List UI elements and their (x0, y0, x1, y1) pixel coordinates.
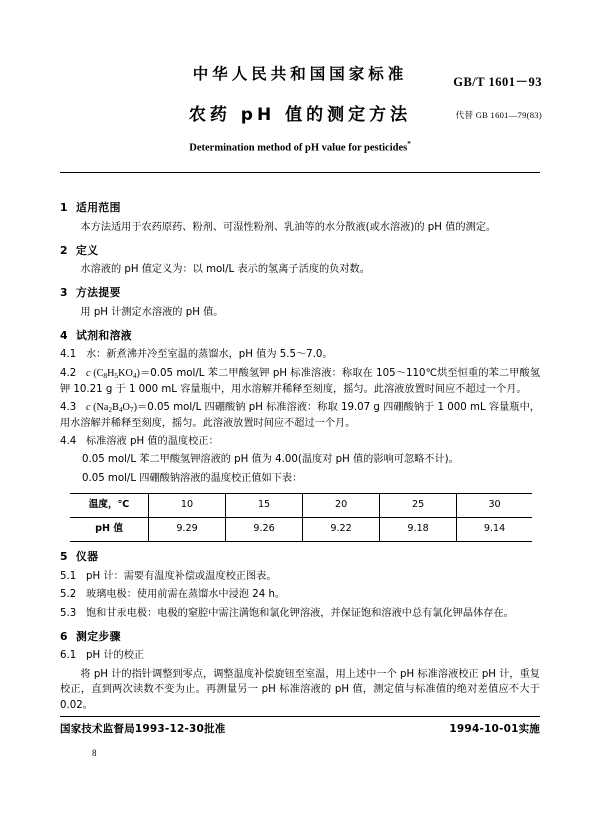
clause-text-4-2: ＝0.05 mol/L 苯二甲酸氢钾 pH 标准溶液：称取在 105～110℃烘至恒重的苯二甲酸氢钾 10.21 g 于 1 000 mL 容量瓶中，用水溶解并稀释至刻度，摇匀。此溶液放置时间应不超过一个月。 (60, 367, 541, 395)
table-cell-ph-0: 9.29 (149, 518, 226, 542)
table-cell-temp-1: 15 (226, 494, 303, 518)
clause-number-4-1: 4.1 (60, 349, 77, 361)
section-title-1: 适用范围 (76, 201, 121, 214)
standard-code: GB/T 1601－93 (453, 75, 542, 89)
section-title-2: 定义 (76, 243, 99, 257)
clause-text-5-2: 玻璃电极：使用前需在蒸馏水中浸泡 24 h。 (86, 589, 286, 601)
clause-text-5-3: 饱和甘汞电极：电极的窒腔中需注满饱和氯化钾溶液，并保证饱和溶液中总有氯化钾晶体存在。 (86, 607, 514, 619)
clause-6-1-heading (60, 648, 540, 664)
page-title: 农药 pH 值的测定方法 (188, 105, 412, 125)
english-subtitle (0, 140, 600, 154)
clause-text-4-3: ＝0.05 mol/L 四硼酸钠 pH 标准溶液：称取 19.07 g 四硼酸钠于 1 000 mL 容量瓶中，用水溶解并稀释至刻度，摇匀。此溶液放置时间应不超过一个月。 (60, 401, 540, 429)
section-number-2: 2 (60, 243, 68, 257)
table-cell-temp-0: 10 (149, 494, 226, 518)
table-cell-ph-2: 9.22 (303, 518, 380, 542)
section-number-5: 5 (60, 550, 68, 564)
clause-text-5-1: pH 计：需要有温度补偿或温度校正图表。 (86, 571, 277, 583)
section-paragraph-2: 水溶液的 pH 值定义为：以 mol/L 表示的氢离子活度的负对数。 (80, 264, 370, 276)
clause-number-4-3: 4.3 (60, 401, 77, 413)
chemical-formula-borate: $(Na_2B_4O_7)$ (90, 401, 137, 414)
page-number: 8 (92, 748, 97, 758)
row-label-ph: pH 值 (70, 518, 149, 542)
table-cell-ph-1: 9.26 (226, 518, 303, 542)
section-heading-3 (60, 285, 540, 302)
table-cell-ph-4: 9.14 (457, 518, 532, 542)
clause-4-1 (60, 347, 540, 363)
approval-statement: 国家技术监督局1993-12-30批准 (60, 723, 226, 735)
clause-title-6-1: pH 计的校正 (86, 650, 145, 662)
section-number-6: 6 (60, 629, 68, 643)
clause-4-3 (60, 400, 540, 432)
section-heading-4 (60, 328, 540, 345)
replaces-note: 代替 GB 1601—79(83) (455, 110, 542, 120)
english-subtitle-text: Determination method of pH value for pesticides (189, 142, 408, 154)
row-label-temperature: 温度，℃ (70, 494, 149, 518)
section-paragraph-3: 用 pH 计测定水溶液的 pH 值。 (80, 306, 224, 318)
clause-number-4-2: 4.2 (60, 367, 77, 379)
section-title-3: 方法提要 (76, 286, 121, 300)
document-body (60, 193, 540, 716)
clause-number-4-4: 4.4 (60, 435, 77, 447)
sub-line-phthalate-ph: 0.05 mol/L 苯二甲酸氢钾溶液的 pH 值为 4.00(温度对 pH 值的影响可忽略不计)。 (82, 454, 459, 466)
table-cell-ph-3: 9.18 (380, 518, 457, 542)
table-row-temperature (70, 494, 532, 518)
clause-5-2 (60, 587, 540, 603)
section-title-6: 测定步骤 (76, 629, 121, 643)
clause-text-4-1: 水：新煮沸并冷至室温的蒸馏水，pH 值为 5.5～7.0。 (86, 349, 333, 361)
table-row-ph (70, 518, 532, 542)
table-cell-temp-3: 25 (380, 494, 457, 518)
implementation-statement: 1994-10-01实施 (449, 723, 540, 735)
concentration-symbol-4-2: c (86, 367, 91, 379)
table-cell-temp-2: 20 (303, 494, 380, 518)
clause-4-4 (60, 434, 540, 450)
temperature-correction-table (70, 493, 532, 542)
sub-line-borate-correction: 0.05 mol/L 四硼酸钠溶液的温度校正值如下表： (82, 472, 303, 484)
footnote-marker: * (407, 140, 411, 148)
section-title-4: 试剂和溶液 (76, 328, 132, 342)
footer-divider (60, 716, 540, 717)
section-heading-5 (60, 549, 540, 566)
section-heading-6 (60, 629, 540, 646)
chemical-formula-phthalate: $(C_8H_5KO_4)$ (90, 367, 140, 380)
header-divider (60, 172, 540, 173)
clause-4-2 (60, 366, 540, 398)
concentration-symbol-4-3: c (86, 401, 91, 413)
national-standard-title: 中华人民共和国国家标准 (192, 65, 408, 83)
section-heading-2 (60, 243, 540, 260)
clause-number-5-2: 5.2 (60, 589, 77, 601)
section-paragraph-1: 本方法适用于农药原药、粉剂、可湿性粉剂、乳油等的水分散液(或水溶液)的 pH 值的测定。 (80, 221, 497, 233)
clause-text-4-4: 标准溶液 pH 值的温度校正： (86, 435, 219, 447)
clause-number-5-3: 5.3 (60, 607, 77, 619)
clause-5-1 (60, 569, 540, 585)
clause-number-6-1: 6.1 (60, 650, 77, 662)
section-number-1: 1 (60, 201, 68, 214)
clause-paragraph-6-1: 将 pH 计的指针调整到零点，调整温度补偿旋钮至室温，用上述中一个 pH 标准溶液校正 pH 计，重复校正，直到两次读数不变为止。再测量另一 pH 标准溶液的 pH 值，测定值与标准值的绝对差值应不大于 0.02。 (60, 668, 540, 712)
section-title-5: 仪器 (76, 550, 99, 564)
clause-number-5-1: 5.1 (60, 571, 77, 583)
clause-5-3 (60, 606, 540, 622)
document-footer (60, 721, 540, 736)
section-number-4: 4 (60, 328, 68, 342)
table-cell-temp-4: 30 (457, 494, 532, 518)
section-number-3: 3 (60, 286, 68, 300)
section-heading-1 (60, 200, 540, 217)
